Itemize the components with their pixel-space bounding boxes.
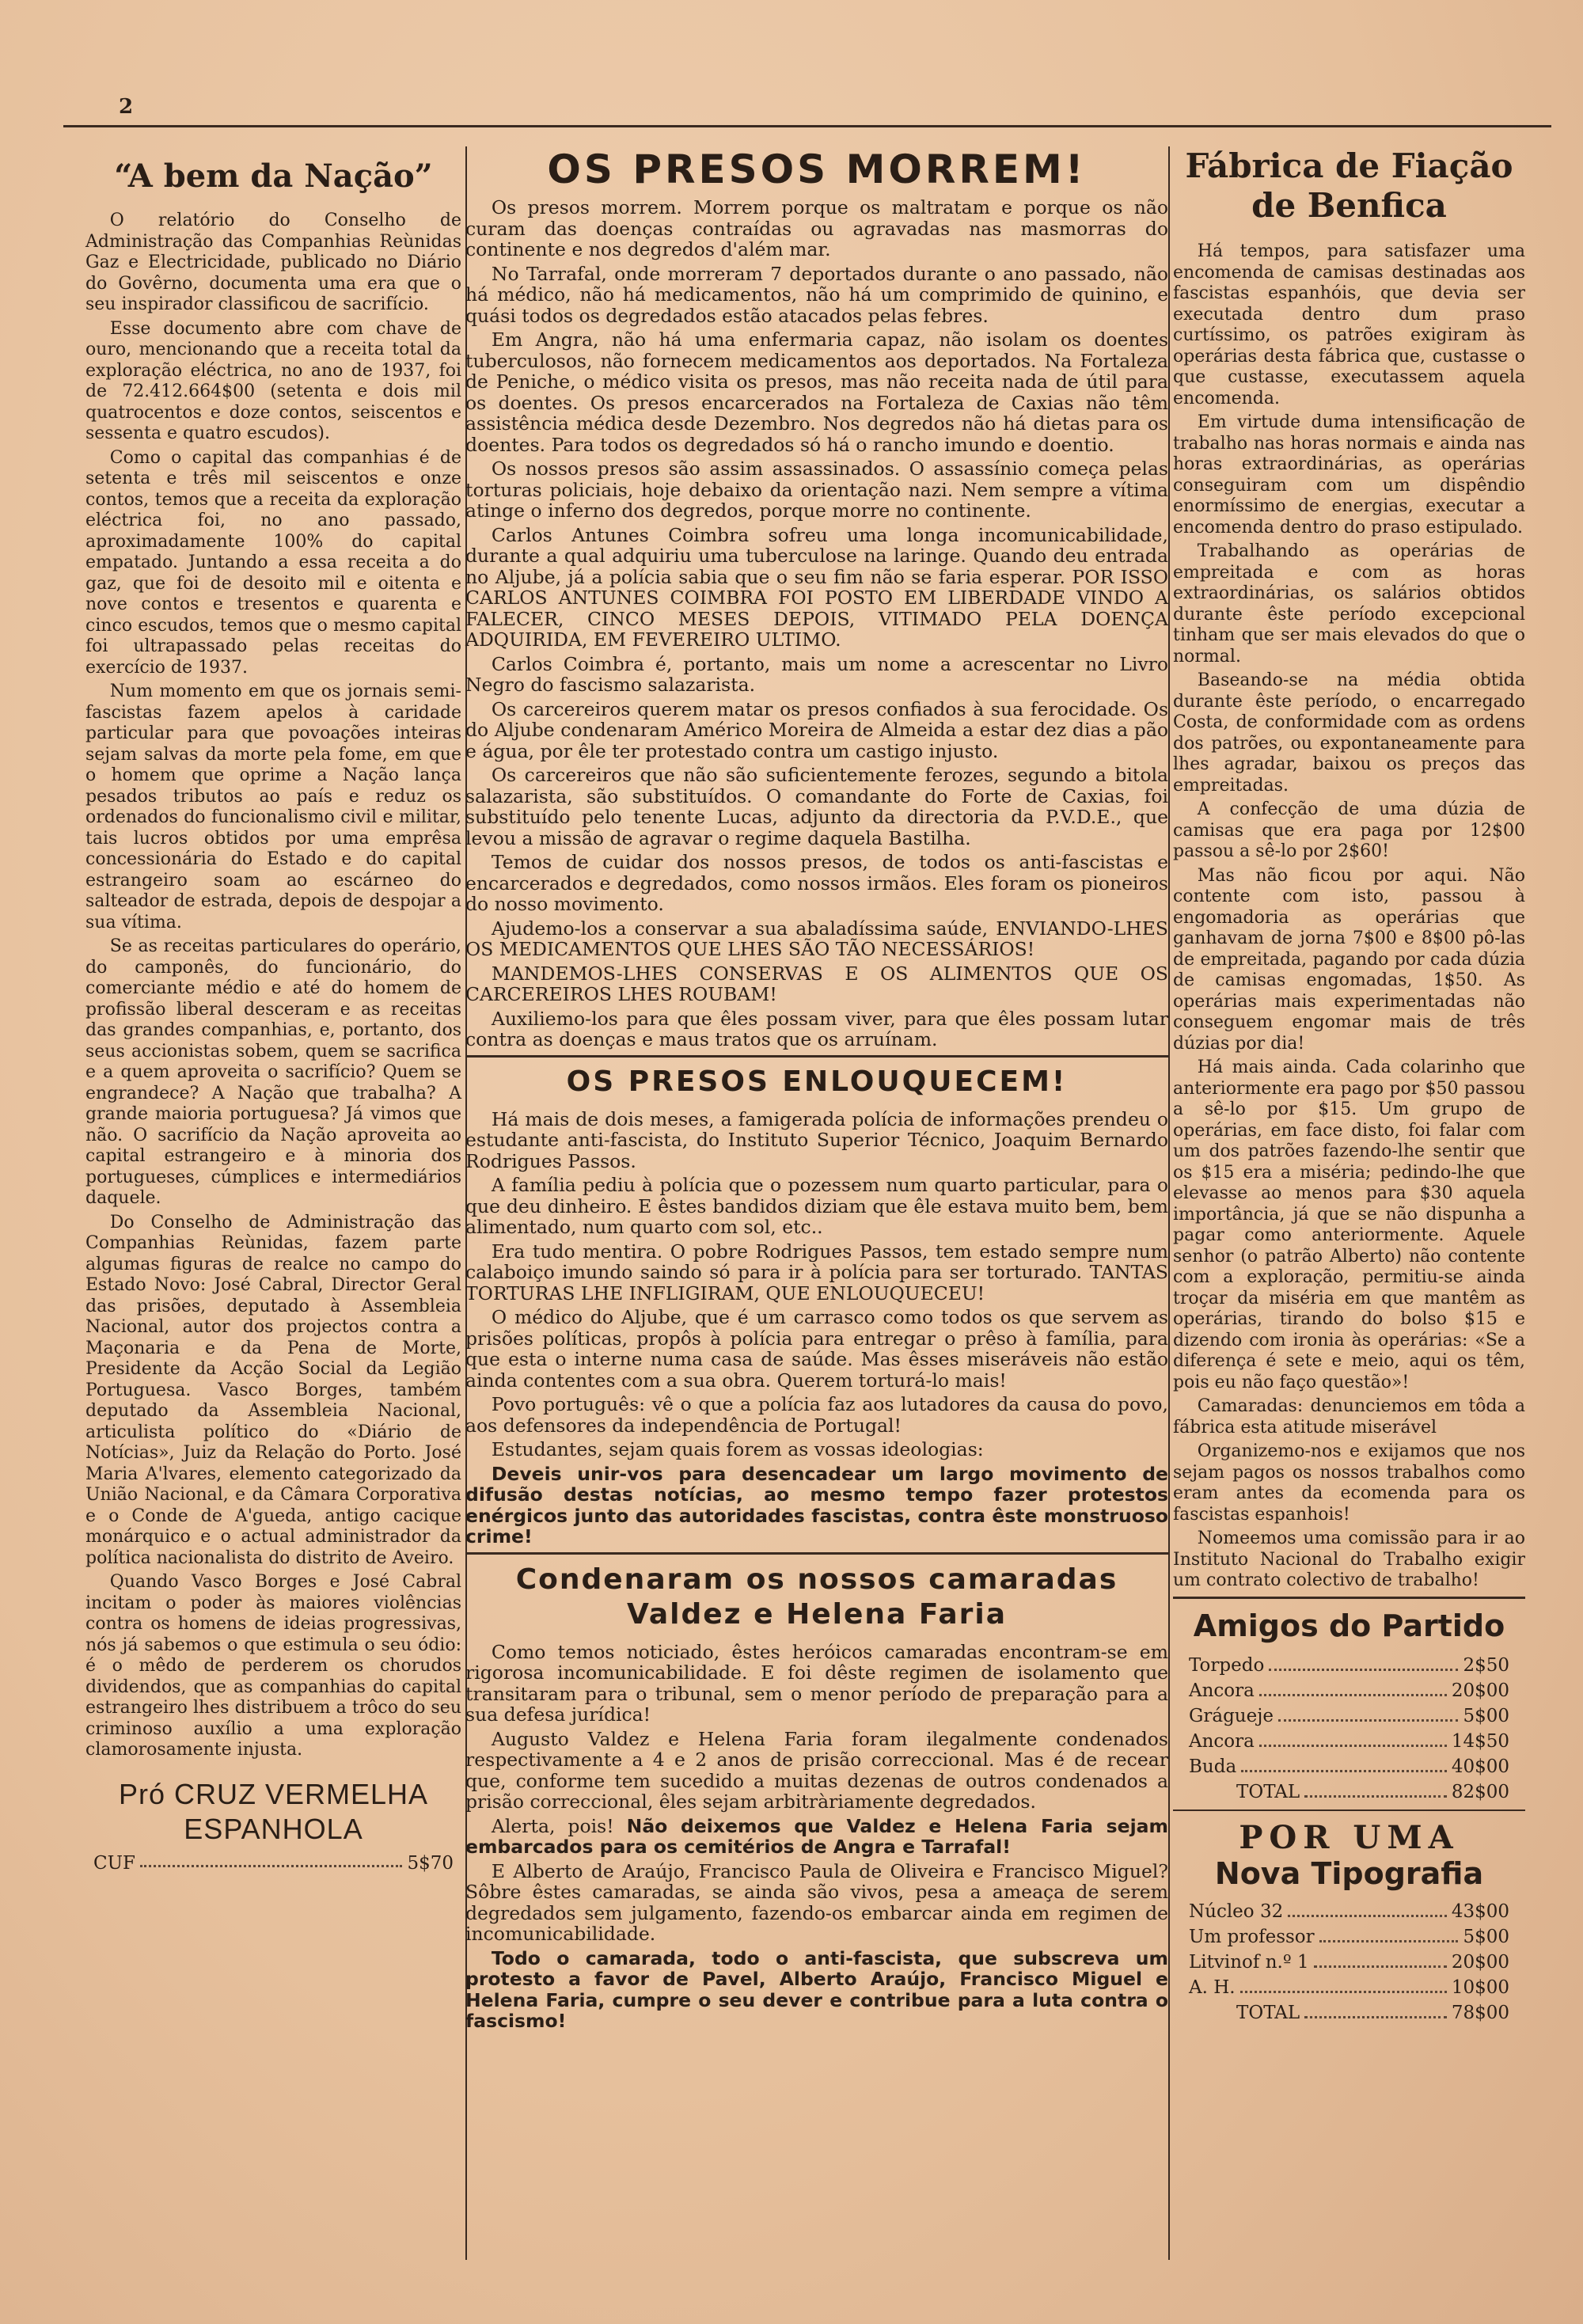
ledger-total-label: TOTAL: [1236, 1781, 1300, 1802]
paragraph: Os carcereiros querem matar os presos confiados à sua ferocidade. Os do Aljube condenaram Américo Moreira de Almeida a estar dez dias a pão e água, por êle ter protestado contra um castigo injusto.: [465, 697, 1168, 762]
paragraph: Nomeemos uma comissão para ir ao Instituto Nacional do Trabalho exigir um contrato colectivo de trabalho!: [1173, 1528, 1525, 1590]
paragraph: Há mais de dois meses, a famigerada polícia de informações prendeu o estudante anti-fascista, do Instituto Superior Técnico, Joaquim Bernardo Rodrigues Passos.: [465, 1107, 1168, 1172]
paragraph: Estudantes, sejam quais forem as vossas ideologias:: [491, 1438, 984, 1460]
paragraph: MANDEMOS-LHES CONSERVAS E OS ALIMENTOS QUE OS CARCEREIROS LHES ROUBAM!: [465, 962, 1168, 1005]
leader-dots: [1259, 1678, 1447, 1696]
paragraph: Se as receitas particulares do operário, do camponês, do funcionário, do comerciante médio e até do homem de profissão liberal desceram e as receitas das grandes companhias, e, portanto, dos seus accionistas sobem, quem se sacrifica e a quem aproveita o sacrifício? Quem se engrandece? A Nação que trabalha? A grande maioria portuguesa? Já vimos que não. O sacrifício da Nação aproveita ao capital estrangeiro e à minoria dos portugueses, cúmplices e intermediários daquele.: [85, 936, 461, 1208]
leader-dots: [1259, 1729, 1447, 1747]
leader-dots: [1304, 2000, 1447, 2018]
leader-dots: [1269, 1653, 1458, 1671]
leader-dots: [140, 1853, 403, 1867]
cruz-title-line: Pró CRUZ VERMELHA: [118, 1777, 429, 1810]
paragraph: O relatório do Conselho de Administração das Companhias Reùnidas Gaz e Electricidade, publicado no Diário do Govêrno, documenta uma era que o seu inspirador classificou de sacrifício.: [85, 211, 461, 314]
paragraph: Quando Vasco Borges e José Cabral incitam o poder às maiores violências contra os homens de ideias progressivas, nós já sabemos o que estimula o seu ódio: é o mêdo de perderem os chorudos dividendos, que as companhias do capital estrangeiro lhes distribuem a trôco do seu criminoso auxílio a uma exploração clamorosamente injusta.: [85, 1572, 461, 1760]
ledger-row: [1173, 1924, 1525, 1950]
paragraph: Trabalhando as operárias de empreitada e com as horas extraordinárias, os salários obtidos durante êste período excepcional tinham que ser mais elevados do que o normal.: [1173, 541, 1525, 666]
paragraph: Temos de cuidar dos nossos presos, de todos os anti-fascistas e encarcerados e degredados, como nossos irmãos. Eles foram os pioneiros do nosso movimento.: [465, 851, 1168, 915]
alert-bold: Não deixemos que Valdez e Helena Faria sejam embarcados para os cemitérios de Angra e Tarrafal!: [465, 1814, 1169, 1858]
ledger-name: Um professor: [1189, 1926, 1315, 1947]
paragraph: Augusto Valdez e Helena Faria foram ilegalmente condenados respectivamente a 4 e 2 anos de prisão correccional. Mas é de recear que, conforme tem sucedido a muitas dezenas de outros condenados a prisão correccional, êles sejam arbitràriamente degredados.: [465, 1727, 1168, 1813]
ledger-name: A. H.: [1189, 1977, 1236, 1998]
ledger-name: Torpedo: [1189, 1654, 1265, 1676]
cruz-vermelha-title: [85, 1777, 461, 1847]
paragraph: Os nossos presos são assim assassinados. O assassínio começa pelas torturas policiais, hoje debaixo da orientação nazi. Nem sempre a vítima atinge o inferno dos degredos, porque morre no continente.: [465, 458, 1168, 522]
paragraph: Carlos Antunes Coimbra sofreu uma longa incomunicabilidade, durante a qual adquiriu uma tuberculose na laringe. Quando deu entrada no Aljube, já a polícia sabia que o seu fim não se faria esperar. POR ISSO CARLOS ANTUNES COIMBRA FOI POSTO EM LIBERDADE VINDO A FALECER, CINCO MESES DEPOIS, VITIMADO PELA DOENÇA ADQUIRIDA, EM FEVEREIRO ULTIMO.: [465, 523, 1168, 651]
paragraph: Os carcereiros que não são suficientemente ferozes, segundo a bitola salazarista, são substituídos. O comandante do Forte de Caxias, foi substituído pelo tenente Lucas, adjunto da directoria da P.V.D.E., que levou a missão de agravar o regime daquela Bastilha.: [465, 764, 1168, 849]
subsection-title-line: Valdez e Helena Faria: [626, 1597, 1008, 1631]
ledger-value: 20$00: [1451, 1680, 1509, 1701]
ledger-row: [1173, 1653, 1525, 1678]
ledger-value: 40$00: [1451, 1756, 1509, 1777]
paragraph: Auxiliemo-los para que êles possam viver, para que êles possam lutar contra as doenças e maus tratos que os arruínam.: [465, 1007, 1168, 1050]
leader-dots: [1288, 1899, 1447, 1917]
paragraph: Num momento em que os jornais semi-fascistas fazem apelos à caridade particular para que povoações inteiras sejam salvas da morte pela fome, em que o homem que oprime a Nação lança pesados tributos ao país e reduz os ordenados do funcionalismo civil e militar, tais lucros obtidos por uma emprêsa concessionária do Estado e do capital estrangeiro soam ao escárneo do salteador de estrada, depois de despojar a sua vítima.: [85, 682, 461, 932]
section-rule: [465, 1055, 1168, 1058]
ledger-name: Litvinof n.º 1: [1189, 1951, 1309, 1973]
ledger-value: 5$70: [407, 1852, 454, 1874]
paragraph: Em virtude duma intensificação de trabalho nas horas normais e ainda nas horas extraordinárias, as operárias conseguiram com um dispêndio enormíssimo de energias, executar a encomenda dentro do praso estipulado.: [1173, 412, 1525, 537]
ledger-row: [1173, 1678, 1525, 1703]
ledger-total-row: [1173, 2000, 1525, 2026]
article-title: Fábrica de Fiação de Benfica: [1185, 146, 1513, 225]
bold-paragraph: Todo o camarada, todo o anti-fascista, que subscreva um protesto a favor de Pavel, Alberto Araújo, Francisco Miguel e Helena Faria, cumpre o seu dever e contribue para a luta contra o fascismo!: [465, 1946, 1168, 2032]
leader-dots: [1241, 1754, 1447, 1772]
header-rule: [63, 93, 1551, 127]
ledger-value: 43$00: [1451, 1901, 1509, 1922]
ledger-name: Ancora: [1189, 1730, 1255, 1752]
amigos-ledger: [1173, 1653, 1525, 1805]
paragraph: Ajudemo-los a conservar a sua abaladíssima saúde, ENVIANDO-LHES OS MEDICAMENTOS QUE LHES SÃO TÃO NECESSÁRIOS!: [465, 917, 1168, 960]
leader-dots: [1240, 1975, 1447, 1993]
paragraph: Carlos Coimbra é, portanto, mais um nome a acrescentar no Livro Negro do fascismo salazarista.: [465, 652, 1168, 696]
paragraph: Há tempos, para satisfazer uma encomenda de camisas destinadas aos fascistas espanhóis, que devia ser executada dentro dum praso curtíssimo, os patrões exigiram às operárias desta fábrica que, custasse o que custasse, executassem aquela encomenda.: [1173, 241, 1525, 408]
ledger-value: 14$50: [1451, 1730, 1509, 1752]
page-number: 2: [119, 95, 134, 119]
subsection-title: OS PRESOS ENLOUQUECEM!: [566, 1065, 1068, 1098]
column-fabrica-fiacao: [1173, 146, 1525, 2026]
ledger-name: Grágueje: [1189, 1705, 1274, 1726]
subsection-title-line: Condenaram os nossos camaradas: [515, 1563, 1118, 1596]
paragraph: Povo português: vê o que a polícia faz aos lutadores da causa do povo, aos defensores da independência de Portugal!: [465, 1393, 1168, 1437]
paragraph: Baseando-se na média obtida durante êste período, o encarregado Costa, de conformidade com as ordens dos patrões, ou expontaneamente para lhes agradar, baixou os preços das empreitadas.: [1173, 670, 1525, 796]
ledger-value: 5$00: [1463, 1926, 1509, 1947]
paragraph: Camaradas: denunciemos em tôda a fábrica esta atitude miserável: [1173, 1396, 1525, 1437]
ledger-name: Ancora: [1189, 1680, 1255, 1701]
cruz-title-line: ESPANHOLA: [184, 1812, 363, 1845]
paragraph: Esse documento abre com chave de ouro, mencionando que a receita total da exploração eléctrica, no ano de 1937, foi de 72.412.664$00 (setenta e dois mil quatrocentos e doze contos, seiscentos e sessenta e quatro escudos).: [85, 318, 461, 443]
paragraph: E Alberto de Araújo, Francisco Paula de Oliveira e Francisco Miguel? Sôbre êstes camaradas, se ainda são vivos, pesa a ameaça de serem degredados sem julgamento, fazendo-os embarcar ainda em regimen de incomunicabilidade.: [465, 1859, 1168, 1945]
ledger-row: [1173, 1950, 1525, 1975]
article-title: “A bem da Nação”: [114, 158, 433, 195]
tipografia-title: POR UMA: [1239, 1818, 1460, 1856]
bold-paragraph: Deveis unir-vos para desencadear um largo movimento de difusão destas notícias, ao mesmo tempo fazer protestos enérgicos junto das autoridades fascistas, contra êste monstruoso crime!: [465, 1462, 1168, 1547]
alert-paragraph: [465, 1816, 1168, 1858]
ledger-total-label: TOTAL: [1236, 2002, 1300, 2023]
ledger-total-value: 78$00: [1451, 2002, 1509, 2023]
subsection-title: [465, 1563, 1168, 1632]
column-a-bem-da-nacao: [85, 146, 461, 1874]
leader-dots: [1278, 1703, 1458, 1722]
section-rule: [465, 1552, 1168, 1555]
paragraph: Como o capital das companhias é de setenta e três mil seiscentos e onze contos, temos que a receita da exploração eléctrica foi, no ano passado, aproximadamente 100% do capital empatado. Juntando a essa receita a do gaz, que foi de desoito mil e oitenta e nove contos e tresentos e quarenta e cinco escudos, temos que o mesmo capital foi ultrapassado pelas receitas do exercício de 1937.: [85, 447, 461, 678]
ledger-row: [1173, 1729, 1525, 1754]
ledger-value: 20$00: [1451, 1951, 1509, 1973]
tipografia-title: Nova Tipografia: [1214, 1855, 1484, 1891]
section-rule: [1173, 1809, 1525, 1811]
ledger-row: [1173, 1754, 1525, 1779]
ledger-row: [1173, 1975, 1525, 2000]
paragraph: Os presos morrem. Morrem porque os maltratam e porque os não curam das doenças contraídas ou agravadas nas masmorras do continente e nos degredos d'além mar.: [465, 196, 1168, 260]
leader-dots: [1314, 1950, 1447, 1968]
paragraph: A confecção de uma dúzia de camisas que era paga por 12$00 passou a sê-lo por 2$60!: [1173, 799, 1525, 861]
tipografia-ledger: [1173, 1899, 1525, 2026]
paragraph: O médico do Aljube, que é um carrasco como todos os que servem as prisões políticas, propôs à polícia para entregar o prêso à família, para que esta o interne numa casa de saúde. Mas êsses miseráveis não estão ainda contentes com a sua obra. Querem torturá-lo mais!: [465, 1306, 1168, 1392]
ledger-row: [1173, 1703, 1525, 1729]
ledger-total-value: 82$00: [1451, 1781, 1509, 1802]
paragraph: No Tarrafal, onde morreram 7 deportados durante o ano passado, não há médico, não há medicamentos, não há um comprimido de quinino, e quási todos os degredados estão atacados pelas febres.: [465, 262, 1168, 327]
paragraph: Há mais ainda. Cada colarinho que anteriormente era pago por $50 passou a sê-lo por $15. Um grupo de operárias, em face disto, foi falar com um dos patrões fazendo-lhe sentir que os $15 era a miséria; pedindo-lhe que elevasse ao menos para $30 aquela importância, já que se não dispunha a pagar como anteriormente. Aquele senhor (o patrão Alberto) não contente com a exploração, permitiu-se ainda troçar da miséria em que mantêm as operárias, tirando do bolso $15 e dizendo com ironia às operárias: «Se a diferença é sete e meio, aqui os têm, pois eu não faço questão»!: [1173, 1058, 1525, 1392]
alert-lead: Alerta, pois!: [491, 1814, 614, 1837]
paragraph: A família pediu à polícia que o pozessem num quarto particular, para o que deu dinheiro. E êstes bandidos diziam que êle estava muito bem, bem alimentado, num quarto com sol, etc..: [465, 1174, 1168, 1238]
paragraph: Em Angra, não há uma enfermaria capaz, não isolam os doentes tuberculosos, não fornecem medicamentos aos deportados. Na Fortaleza de Peniche, o médico visita os presos, mas não receita nada de útil para os doentes. Os presos encarcerados na Fortaleza de Caxias não têm assistência médica desde Dezembro. Nos degredos não há dietas para os doentes. Para todos os degredados só há o rancho imundo e doentio.: [465, 328, 1168, 456]
ledger-value: 2$50: [1463, 1654, 1509, 1676]
ledger-value: 5$00: [1463, 1705, 1509, 1726]
cruz-ledger-row: [85, 1853, 461, 1874]
ledger-value: 10$00: [1451, 1977, 1509, 1998]
section-rule: [1173, 1597, 1525, 1599]
ledger-name: Buda: [1189, 1756, 1237, 1777]
article-title: OS PRESOS MORREM!: [547, 146, 1087, 192]
ledger-row: [1173, 1899, 1525, 1924]
column-divider: [1168, 146, 1170, 2260]
paragraph: Mas não ficou por aqui. Não contente com isto, passou à engomadoria as operárias que ganhavam de jorna 7$00 e 8$00 pô-las de empreitada, pagando por cada dúzia de camisas engomadas, 1$50. As operárias mais experimentadas não conseguem engomar mais de três dúzias por dia!: [1173, 865, 1525, 1054]
column-os-presos: [465, 146, 1168, 2035]
ledger-total-row: [1173, 1779, 1525, 1805]
paragraph: Do Conselho de Administração das Companhias Reùnidas, fazem parte algumas figuras de realce no campo do Estado Novo: José Cabral, Director Geral das prisões, deputado à Assembleia Nacional, autor dos projectos contra a Maçonaria e da Pena de Morte, Presidente da Acção Social da Legião Portuguesa. Vasco Borges, também deputado da Assembleia Nacional, articulista político do «Diário de Notícias», Juiz da Relação do Porto. José Maria A'lvares, elemento categorizado da União Nacional, e da Câmara Corporativa e o Conde de A'gueda, antigo cacique monárquico e o actual administrador da política nacionalista do distrito de Aveiro.: [85, 1212, 461, 1568]
paragraph: Como temos noticiado, êstes heróicos camaradas encontram-se em rigorosa incomunicabilidade. E foi dêste regimen de isolamento que transitaram para o tribunal, sem o menor período de preparação para a sua defesa jurídica!: [465, 1640, 1168, 1726]
ledger-name: Núcleo 32: [1189, 1901, 1284, 1922]
leader-dots: [1319, 1924, 1459, 1942]
leader-dots: [1304, 1779, 1447, 1798]
ledger-name: CUF: [93, 1852, 135, 1874]
paragraph: Era tudo mentira. O pobre Rodrigues Passos, tem estado sempre num calaboiço imundo saindo só para ir à polícia para ser torturado. TANTAS TORTURAS LHE INFLIGIRAM, QUE ENLOUQUECEU!: [465, 1240, 1168, 1304]
amigos-title: Amigos do Partido: [1193, 1608, 1505, 1643]
paragraph: Organizemo-nos e exijamos que nos sejam pagos os nossos trabalhos como eram antes da ecomenda para os fascistas espanhois!: [1173, 1441, 1525, 1525]
